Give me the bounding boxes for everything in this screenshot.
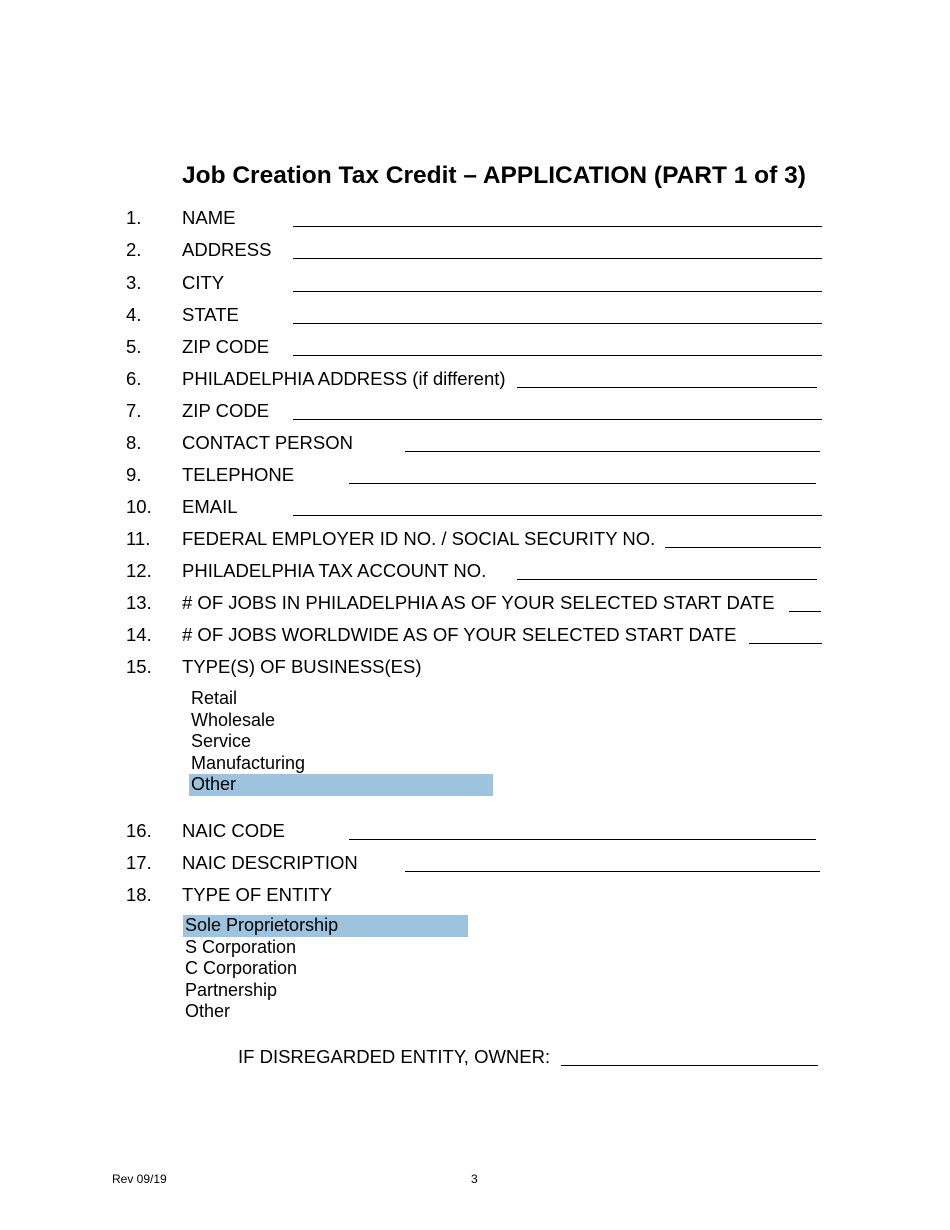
field-row-philadelphia-zip-code	[0, 400, 950, 428]
field-number: 8.	[126, 432, 142, 453]
field-row-telephone	[0, 464, 950, 492]
revision-label: Rev 09/19	[112, 1172, 167, 1186]
field-label: NAME	[182, 207, 236, 228]
field-row-name	[0, 207, 950, 235]
telephone-input-line[interactable]	[349, 483, 816, 484]
field-row-email	[0, 496, 950, 524]
field-number: 12.	[126, 560, 152, 581]
field-label: PHILADELPHIA ADDRESS (if different)	[182, 368, 506, 389]
federal-employer-id-input-line[interactable]	[665, 547, 821, 548]
field-row-jobs-worldwide	[0, 624, 950, 652]
email-input-line[interactable]	[293, 515, 822, 516]
naic-description-input-line[interactable]	[405, 871, 820, 872]
field-label: STATE	[182, 304, 239, 325]
entity-type-option[interactable]: Other	[185, 1001, 231, 1021]
field-number: 3.	[126, 272, 142, 293]
field-row-federal-employer-id	[0, 528, 950, 556]
field-number: 14.	[126, 624, 152, 645]
entity-type-option-selected[interactable]: Sole Proprietorship	[183, 915, 468, 937]
field-label: # OF JOBS WORLDWIDE AS OF YOUR SELECTED START DATE	[182, 624, 737, 645]
field-number: 18.	[126, 884, 152, 905]
business-type-listbox[interactable]	[189, 688, 493, 796]
field-row-naic-code	[0, 820, 950, 848]
field-label: NAIC CODE	[182, 820, 285, 841]
field-label: ZIP CODE	[182, 400, 270, 421]
business-type-option[interactable]: Retail	[191, 688, 238, 708]
field-label: # OF JOBS IN PHILADELPHIA AS OF YOUR SELECTED START DATE	[182, 592, 775, 613]
business-type-option[interactable]: Service	[191, 731, 252, 751]
field-label: ADDRESS	[182, 239, 272, 260]
field-label: CITY	[182, 272, 225, 293]
field-label: TYPE(S) OF BUSINESS(ES)	[182, 656, 422, 677]
business-type-option-selected[interactable]: Other	[189, 774, 493, 796]
field-number: 13.	[126, 592, 152, 613]
field-number: 17.	[126, 852, 152, 873]
naic-code-input-line[interactable]	[349, 839, 816, 840]
philadelphia-address-input-line[interactable]	[517, 387, 817, 388]
field-number: 6.	[126, 368, 142, 389]
field-label: EMAIL	[182, 496, 238, 517]
field-number: 4.	[126, 304, 142, 325]
field-row-zip-code	[0, 336, 950, 364]
business-type-option[interactable]: Manufacturing	[191, 752, 306, 773]
field-row-philadelphia-tax-account	[0, 560, 950, 588]
field-number: 16.	[126, 820, 152, 841]
field-number: 11.	[126, 528, 151, 549]
field-label: TELEPHONE	[182, 464, 295, 485]
field-number: 15.	[126, 656, 152, 677]
field-number: 10.	[126, 496, 152, 517]
field-number: 9.	[126, 464, 142, 485]
philadelphia-zip-code-input-line[interactable]	[293, 419, 822, 420]
philadelphia-tax-account-input-line[interactable]	[517, 579, 817, 580]
state-input-line[interactable]	[293, 323, 822, 324]
field-row-entity-type	[0, 884, 950, 912]
disregarded-entity-label: IF DISREGARDED ENTITY, OWNER:	[238, 1046, 551, 1067]
field-number: 1.	[126, 207, 142, 228]
zip-code-input-line[interactable]	[293, 355, 822, 356]
entity-type-option[interactable]: Partnership	[185, 979, 278, 1000]
jobs-worldwide-input-line[interactable]	[749, 643, 822, 644]
field-label: FEDERAL EMPLOYER ID NO. / SOCIAL SECURITY NO.	[182, 528, 656, 549]
field-label: NAIC DESCRIPTION	[182, 852, 358, 873]
field-label: ZIP CODE	[182, 336, 270, 357]
field-number: 5.	[126, 336, 142, 357]
field-row-naic-description	[0, 852, 950, 880]
disregarded-entity-owner-input-line[interactable]	[561, 1065, 818, 1066]
jobs-philadelphia-input-line[interactable]	[789, 611, 821, 612]
field-number: 7.	[126, 400, 142, 421]
field-row-address	[0, 239, 950, 267]
name-input-line[interactable]	[293, 226, 822, 227]
city-input-line[interactable]	[293, 291, 822, 292]
field-number: 2.	[126, 239, 142, 260]
entity-type-listbox[interactable]	[183, 915, 468, 1023]
disregarded-entity-row	[0, 1046, 950, 1074]
entity-type-option[interactable]: S Corporation	[185, 936, 297, 957]
contact-person-input-line[interactable]	[405, 451, 820, 452]
page-title: Job Creation Tax Credit – APPLICATION (PART 1 of 3)	[182, 162, 806, 189]
field-label: CONTACT PERSON	[182, 432, 353, 453]
field-row-business-types	[0, 656, 950, 684]
field-label: TYPE OF ENTITY	[182, 884, 333, 905]
field-row-jobs-philadelphia	[0, 592, 950, 620]
address-input-line[interactable]	[293, 258, 822, 259]
field-row-state	[0, 304, 950, 332]
field-row-city	[0, 272, 950, 300]
field-label: PHILADELPHIA TAX ACCOUNT NO.	[182, 560, 487, 581]
entity-type-option[interactable]: C Corporation	[185, 958, 298, 978]
field-row-philadelphia-address	[0, 368, 950, 396]
field-row-contact-person	[0, 432, 950, 460]
business-type-option[interactable]: Wholesale	[191, 709, 276, 730]
page-number: 3	[471, 1172, 478, 1186]
